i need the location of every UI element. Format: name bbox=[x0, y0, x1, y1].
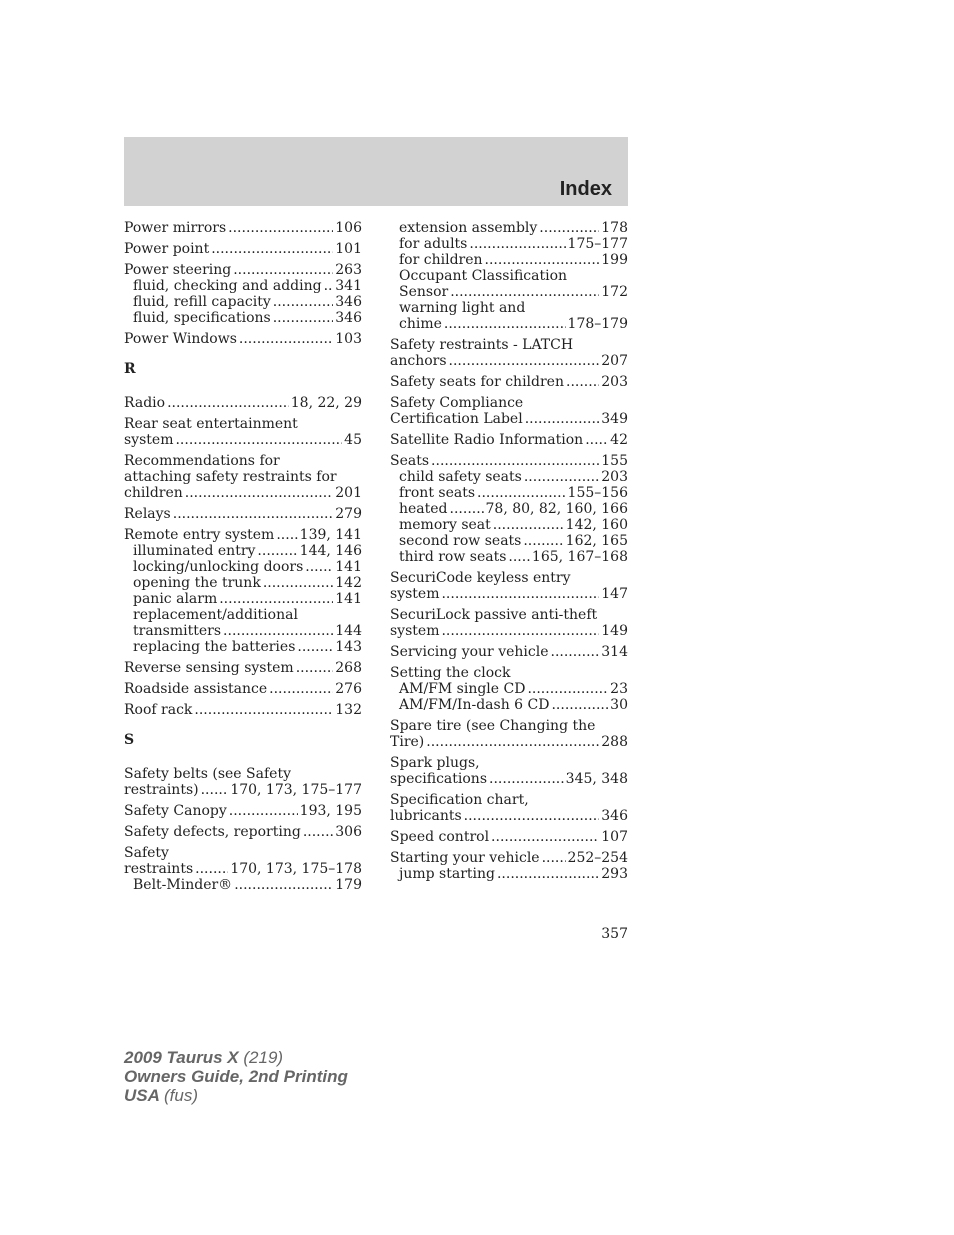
entry-text: Starting your vehicle bbox=[390, 850, 540, 866]
entry-page-ref: 144, 146 bbox=[299, 543, 362, 559]
entry-text: fluid, refill capacity bbox=[133, 294, 271, 310]
index-entry-line bbox=[390, 644, 628, 660]
dot-leader bbox=[194, 702, 333, 718]
index-entry bbox=[124, 395, 362, 411]
entry-page-ref: 143 bbox=[335, 639, 362, 655]
dot-leader bbox=[324, 278, 334, 294]
index-subentry-line bbox=[124, 559, 362, 575]
entry-text: SecuriLock passive anti-theft bbox=[390, 607, 598, 623]
index-column-left bbox=[124, 220, 362, 898]
dot-leader bbox=[493, 517, 564, 533]
entry-text: memory seat bbox=[399, 517, 491, 533]
index-subentry-line bbox=[390, 517, 628, 533]
entry-text: Power mirrors bbox=[124, 220, 227, 236]
entry-page-ref: 170, 173, 175–177 bbox=[230, 782, 362, 798]
entry-page-ref: 341 bbox=[335, 278, 362, 294]
index-subentry-line bbox=[124, 591, 362, 607]
footer-line-2: Owners Guide, 2nd Printing bbox=[124, 1067, 348, 1086]
dot-leader bbox=[431, 453, 599, 469]
dot-leader bbox=[485, 252, 600, 268]
dot-leader bbox=[305, 559, 333, 575]
entry-page-ref: 178–179 bbox=[567, 316, 628, 332]
dot-leader bbox=[201, 782, 229, 798]
index-entry bbox=[390, 792, 628, 824]
entry-text: Safety defects, reporting bbox=[124, 824, 301, 840]
entry-text: system bbox=[390, 623, 440, 639]
index-entry-line bbox=[390, 337, 628, 353]
dot-leader bbox=[525, 411, 600, 427]
entry-text: system bbox=[124, 432, 174, 448]
dot-leader bbox=[211, 241, 333, 257]
entry-text: restraints bbox=[124, 861, 194, 877]
entry-page-ref: 345, 348 bbox=[565, 771, 628, 787]
index-subentry-line bbox=[390, 681, 628, 697]
index-subentry-line bbox=[124, 543, 362, 559]
index-subentry-line bbox=[124, 278, 362, 294]
footer-market-code: (fus) bbox=[164, 1086, 198, 1105]
index-column-right bbox=[390, 220, 628, 887]
entry-text: opening the trunk bbox=[133, 575, 261, 591]
index-entry bbox=[124, 220, 362, 236]
entry-text: Belt-Minder® bbox=[133, 877, 233, 893]
entry-text: Power point bbox=[124, 241, 210, 257]
dot-leader bbox=[269, 681, 333, 697]
entry-text: Seats bbox=[390, 453, 430, 469]
entry-page-ref: 155–156 bbox=[567, 485, 628, 501]
index-entry bbox=[390, 850, 628, 882]
index-entry bbox=[390, 755, 628, 787]
dot-leader bbox=[450, 284, 599, 300]
entry-text: children bbox=[124, 485, 183, 501]
index-entry-line bbox=[124, 485, 362, 501]
index-entry-line bbox=[390, 771, 628, 787]
entry-text: Power steering bbox=[124, 262, 232, 278]
index-entry-line bbox=[390, 586, 628, 602]
entry-text: Speed control bbox=[390, 829, 490, 845]
entry-text: Recommendations for bbox=[124, 453, 280, 469]
footer-line-1 bbox=[124, 1048, 348, 1067]
dot-leader bbox=[263, 575, 333, 591]
entry-page-ref: 42 bbox=[610, 432, 628, 448]
entry-text: Safety belts (see Safety bbox=[124, 766, 291, 782]
index-entry bbox=[124, 506, 362, 522]
index-entry-line bbox=[390, 607, 628, 623]
dot-leader bbox=[219, 591, 333, 607]
entry-page-ref: 165, 167–168 bbox=[531, 549, 628, 565]
index-entry-line bbox=[124, 660, 362, 676]
dot-leader bbox=[508, 549, 530, 565]
header-band bbox=[124, 137, 628, 206]
index-subentry-line bbox=[390, 300, 628, 316]
entry-text: heated bbox=[399, 501, 448, 517]
entry-page-ref: 279 bbox=[335, 506, 362, 522]
entry-text: fluid, checking and adding bbox=[133, 278, 322, 294]
dot-leader bbox=[539, 220, 599, 236]
entry-text: Tire) bbox=[390, 734, 425, 750]
index-subentry-line bbox=[390, 316, 628, 332]
entry-page-ref: 107 bbox=[601, 829, 628, 845]
entry-text: locking/unlocking doors bbox=[133, 559, 304, 575]
index-subentry-line bbox=[124, 575, 362, 591]
dot-leader bbox=[491, 829, 599, 845]
index-entry-line bbox=[124, 861, 362, 877]
entry-page-ref: 178 bbox=[601, 220, 628, 236]
footer-model-code: (219) bbox=[243, 1048, 284, 1067]
entry-page-ref: 203 bbox=[601, 469, 628, 485]
entry-page-ref: 78, 80, 82, 160, 166 bbox=[485, 501, 628, 517]
entry-page-ref: 103 bbox=[335, 331, 362, 347]
entry-page-ref: 141 bbox=[335, 559, 362, 575]
index-subentry-line bbox=[124, 639, 362, 655]
entry-page-ref: 45 bbox=[344, 432, 362, 448]
dot-leader bbox=[303, 824, 333, 840]
page-number: 357 bbox=[601, 926, 628, 942]
entry-page-ref: 293 bbox=[601, 866, 628, 882]
dot-leader bbox=[296, 660, 334, 676]
entry-text: Sensor bbox=[399, 284, 449, 300]
dot-leader bbox=[257, 543, 297, 559]
index-entry bbox=[390, 829, 628, 845]
index-subentry-line bbox=[390, 485, 628, 501]
index-subentry-line bbox=[124, 877, 362, 893]
index-subentry-line bbox=[124, 310, 362, 326]
entry-text: second row seats bbox=[399, 533, 522, 549]
index-entry bbox=[390, 453, 628, 565]
index-letter-heading: S bbox=[124, 732, 135, 748]
dot-leader bbox=[585, 432, 608, 448]
index-entry bbox=[124, 766, 362, 798]
dot-leader bbox=[551, 644, 600, 660]
index-subentry-line bbox=[124, 294, 362, 310]
entry-text: third row seats bbox=[399, 549, 507, 565]
dot-leader bbox=[175, 432, 342, 448]
entry-page-ref: 252–254 bbox=[567, 850, 628, 866]
entry-text: jump starting bbox=[399, 866, 495, 882]
index-entry-line bbox=[124, 469, 362, 485]
entry-page-ref: 162, 165 bbox=[565, 533, 628, 549]
index-entry-line bbox=[124, 681, 362, 697]
index-entry bbox=[124, 416, 362, 448]
dot-leader bbox=[223, 623, 333, 639]
index-subentry-line bbox=[390, 268, 628, 284]
index-subentry-line bbox=[390, 501, 628, 517]
entry-page-ref: 276 bbox=[335, 681, 362, 697]
index-entry-line bbox=[124, 803, 362, 819]
index-entry bbox=[124, 331, 362, 347]
entry-page-ref: 101 bbox=[335, 241, 362, 257]
dot-leader bbox=[441, 623, 599, 639]
dot-leader bbox=[551, 697, 608, 713]
footer-line-3 bbox=[124, 1086, 348, 1105]
entry-page-ref: 263 bbox=[335, 262, 362, 278]
entry-page-ref: 349 bbox=[601, 411, 628, 427]
entry-text: replacing the batteries bbox=[133, 639, 296, 655]
index-subentry-line bbox=[124, 623, 362, 639]
entry-text: lubricants bbox=[390, 808, 462, 824]
entry-page-ref: 288 bbox=[601, 734, 628, 750]
index-entry-line bbox=[124, 766, 362, 782]
entry-text: system bbox=[390, 586, 440, 602]
index-subentry-line bbox=[390, 549, 628, 565]
entry-text: Servicing your vehicle bbox=[390, 644, 549, 660]
index-entry bbox=[390, 432, 628, 448]
index-entry-line bbox=[390, 792, 628, 808]
entry-text: child safety seats bbox=[399, 469, 522, 485]
entry-text: chime bbox=[399, 316, 442, 332]
dot-leader bbox=[523, 533, 563, 549]
index-entry-line bbox=[390, 755, 628, 771]
index-entry-line bbox=[124, 527, 362, 543]
entry-text: Remote entry system bbox=[124, 527, 275, 543]
entry-text: Certification Label bbox=[390, 411, 523, 427]
dot-leader bbox=[489, 771, 564, 787]
dot-leader bbox=[228, 220, 333, 236]
index-subentry-line bbox=[390, 866, 628, 882]
index-entry bbox=[124, 241, 362, 257]
entry-page-ref: 30 bbox=[610, 697, 628, 713]
entry-page-ref: 346 bbox=[335, 294, 362, 310]
entry-page-ref: 172 bbox=[601, 284, 628, 300]
entry-text: Satellite Radio Information bbox=[390, 432, 584, 448]
dot-leader bbox=[449, 353, 600, 369]
entry-page-ref: 175–177 bbox=[567, 236, 628, 252]
entry-text: replacement/additional bbox=[133, 607, 298, 623]
dot-leader bbox=[450, 501, 484, 517]
entry-page-ref: 142 bbox=[335, 575, 362, 591]
index-entry bbox=[390, 395, 628, 427]
index-entry-line bbox=[390, 374, 628, 390]
entry-text: AM/FM single CD bbox=[399, 681, 526, 697]
index-entry bbox=[124, 845, 362, 893]
index-entry bbox=[124, 681, 362, 697]
index-entry bbox=[124, 527, 362, 655]
index-subentry-line bbox=[390, 236, 628, 252]
entry-page-ref: 179 bbox=[335, 877, 362, 893]
entry-text: AM/FM/In-dash 6 CD bbox=[399, 697, 550, 713]
entry-text: illuminated entry bbox=[133, 543, 256, 559]
index-entry bbox=[390, 644, 628, 660]
dot-leader bbox=[527, 681, 608, 697]
entry-page-ref: 268 bbox=[335, 660, 362, 676]
footer-model: 2009 Taurus X bbox=[124, 1048, 239, 1067]
index-entry-line bbox=[124, 845, 362, 861]
entry-page-ref: 106 bbox=[335, 220, 362, 236]
index-subentry-line bbox=[390, 252, 628, 268]
index-entry-line bbox=[390, 734, 628, 750]
dot-leader bbox=[566, 374, 599, 390]
index-entry-line bbox=[390, 829, 628, 845]
entry-text: Power Windows bbox=[124, 331, 237, 347]
entry-page-ref: 132 bbox=[335, 702, 362, 718]
entry-page-ref: 139, 141 bbox=[299, 527, 362, 543]
entry-text: specifications bbox=[390, 771, 488, 787]
index-entry-line bbox=[124, 331, 362, 347]
entry-page-ref: 346 bbox=[335, 310, 362, 326]
dot-leader bbox=[233, 262, 333, 278]
entry-text: Reverse sensing system bbox=[124, 660, 294, 676]
index-entry-line bbox=[390, 665, 628, 681]
entry-text: Roof rack bbox=[124, 702, 193, 718]
index-entry-line bbox=[390, 432, 628, 448]
index-entry-line bbox=[124, 824, 362, 840]
entry-text: Rear seat entertainment bbox=[124, 416, 298, 432]
dot-leader bbox=[477, 485, 566, 501]
entry-text: Spare tire (see Changing the bbox=[390, 718, 596, 734]
entry-page-ref: 199 bbox=[601, 252, 628, 268]
entry-text: for children bbox=[399, 252, 483, 268]
dot-leader bbox=[297, 639, 333, 655]
entry-text: Safety bbox=[124, 845, 169, 861]
entry-text: Specification chart, bbox=[390, 792, 529, 808]
entry-text: panic alarm bbox=[133, 591, 218, 607]
entry-text: warning light and bbox=[399, 300, 526, 316]
index-entry bbox=[390, 570, 628, 602]
dot-leader bbox=[167, 395, 289, 411]
dot-leader bbox=[229, 803, 298, 819]
index-subentry-line bbox=[390, 469, 628, 485]
page-title: Index bbox=[559, 178, 612, 200]
index-entry-line bbox=[390, 623, 628, 639]
index-entry-line bbox=[124, 395, 362, 411]
dot-leader bbox=[185, 485, 333, 501]
entry-text: fluid, specifications bbox=[133, 310, 271, 326]
dot-leader bbox=[173, 506, 334, 522]
dot-leader bbox=[497, 866, 599, 882]
dot-leader bbox=[524, 469, 599, 485]
entry-page-ref: 306 bbox=[335, 824, 362, 840]
entry-text: extension assembly bbox=[399, 220, 538, 236]
index-entry-line bbox=[124, 702, 362, 718]
entry-page-ref: 207 bbox=[601, 353, 628, 369]
dot-leader bbox=[542, 850, 566, 866]
entry-page-ref: 18, 22, 29 bbox=[290, 395, 362, 411]
entry-text: Roadside assistance bbox=[124, 681, 268, 697]
entry-text: Relays bbox=[124, 506, 171, 522]
dot-leader bbox=[276, 527, 297, 543]
dot-leader bbox=[469, 236, 565, 252]
index-entry-line bbox=[390, 453, 628, 469]
entry-text: attaching safety restraints for bbox=[124, 469, 337, 485]
index-entry-line bbox=[124, 220, 362, 236]
index-subentry-line bbox=[124, 607, 362, 623]
entry-text: front seats bbox=[399, 485, 476, 501]
index-entry-line bbox=[124, 241, 362, 257]
entry-page-ref: 314 bbox=[601, 644, 628, 660]
index-entry-line bbox=[124, 782, 362, 798]
index-entry-line bbox=[390, 718, 628, 734]
entry-page-ref: 23 bbox=[610, 681, 628, 697]
entry-text: for adults bbox=[399, 236, 468, 252]
index-entry bbox=[390, 220, 628, 332]
index-entry bbox=[124, 803, 362, 819]
index-entry-line bbox=[124, 416, 362, 432]
index-entry bbox=[124, 262, 362, 326]
index-entry bbox=[390, 374, 628, 390]
index-entry bbox=[390, 665, 628, 713]
footer bbox=[124, 1048, 348, 1105]
entry-text: Safety restraints - LATCH bbox=[390, 337, 574, 353]
entry-text: Occupant Classification bbox=[399, 268, 568, 284]
entry-page-ref: 144 bbox=[335, 623, 362, 639]
entry-page-ref: 141 bbox=[335, 591, 362, 607]
index-entry bbox=[390, 718, 628, 750]
entry-page-ref: 193, 195 bbox=[299, 803, 362, 819]
entry-text: SecuriCode keyless entry bbox=[390, 570, 571, 586]
dot-leader bbox=[239, 331, 333, 347]
index-entry bbox=[124, 453, 362, 501]
entry-text: anchors bbox=[390, 353, 447, 369]
entry-page-ref: 203 bbox=[601, 374, 628, 390]
index-entry bbox=[124, 702, 362, 718]
entry-text: Safety Compliance bbox=[390, 395, 524, 411]
index-entry-line bbox=[390, 570, 628, 586]
dot-leader bbox=[234, 877, 333, 893]
index-subentry-line bbox=[390, 533, 628, 549]
index-subentry-line bbox=[390, 697, 628, 713]
entry-text: restraints) bbox=[124, 782, 199, 798]
index-entry-line bbox=[124, 262, 362, 278]
index-entry-line bbox=[124, 432, 362, 448]
index-entry-line bbox=[390, 411, 628, 427]
dot-leader bbox=[464, 808, 600, 824]
index-subentry-line bbox=[390, 220, 628, 236]
entry-page-ref: 170, 173, 175–178 bbox=[230, 861, 362, 877]
entry-page-ref: 147 bbox=[601, 586, 628, 602]
index-entry bbox=[390, 607, 628, 639]
entry-text: Safety seats for children bbox=[390, 374, 564, 390]
index-entry bbox=[390, 337, 628, 369]
entry-page-ref: 149 bbox=[601, 623, 628, 639]
entry-text: Safety Canopy bbox=[124, 803, 227, 819]
entry-page-ref: 201 bbox=[335, 485, 362, 501]
dot-leader bbox=[441, 586, 599, 602]
index-entry-line bbox=[390, 850, 628, 866]
entry-text: transmitters bbox=[133, 623, 222, 639]
dot-leader bbox=[444, 316, 566, 332]
footer-market: USA bbox=[124, 1086, 160, 1105]
index-entry-line bbox=[390, 353, 628, 369]
index-subentry-line bbox=[390, 284, 628, 300]
index-entry-line bbox=[390, 395, 628, 411]
dot-leader bbox=[195, 861, 228, 877]
entry-page-ref: 155 bbox=[601, 453, 628, 469]
index-entry bbox=[124, 660, 362, 676]
index-entry bbox=[124, 824, 362, 840]
entry-page-ref: 346 bbox=[601, 808, 628, 824]
index-letter-heading: R bbox=[124, 361, 136, 377]
entry-text: Spark plugs, bbox=[390, 755, 480, 771]
entry-text: Setting the clock bbox=[390, 665, 511, 681]
dot-leader bbox=[426, 734, 599, 750]
index-entry-line bbox=[124, 506, 362, 522]
dot-leader bbox=[273, 294, 334, 310]
entry-text: Radio bbox=[124, 395, 166, 411]
index-entry-line bbox=[124, 453, 362, 469]
dot-leader bbox=[273, 310, 334, 326]
index-entry-line bbox=[390, 808, 628, 824]
entry-page-ref: 142, 160 bbox=[565, 517, 628, 533]
